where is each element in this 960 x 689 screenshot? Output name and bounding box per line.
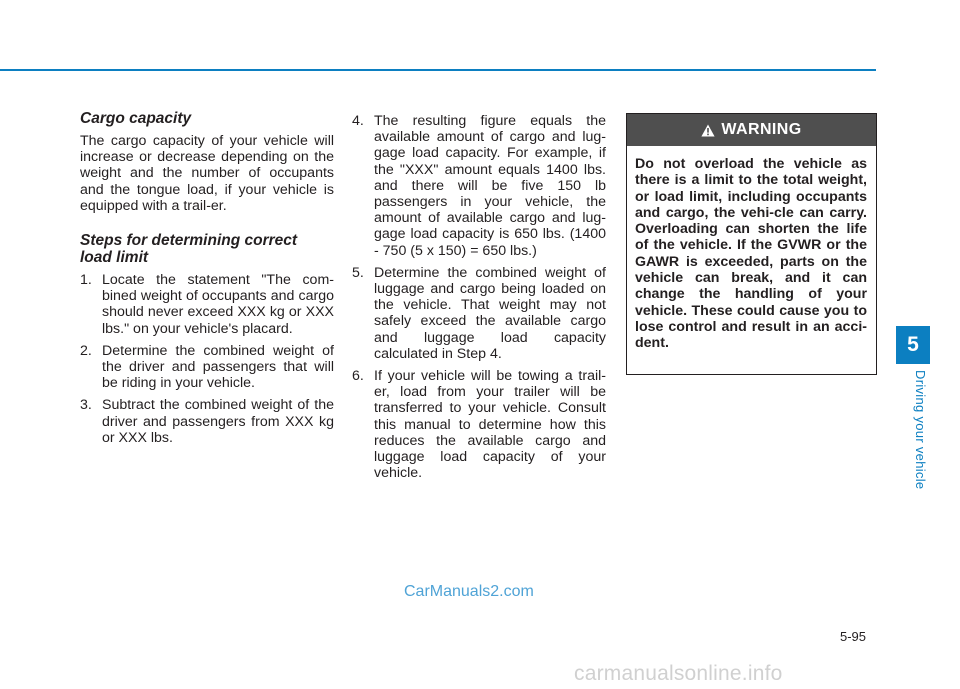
step-number: 5. bbox=[352, 264, 364, 281]
step-item bbox=[352, 113, 606, 259]
step-item bbox=[352, 368, 606, 481]
step-text: Subtract the combined weight of the driver and passengers from XXX kg or XXX lbs. bbox=[102, 397, 334, 446]
step-text: If your vehicle will be towing a trail-er, load from your trailer will be transferred to your vehicle. Consult this manual to determine how this reduces the available cargo and luggage load capacity of your vehicle. bbox=[374, 368, 606, 482]
steps-list-part-2 bbox=[352, 113, 606, 481]
step-text: Determine the combined weight of luggage and cargo being loaded on the vehicle. That weight may not safely exceed the available cargo and luggage load capacity calculated in Step 4. bbox=[374, 264, 606, 362]
warning-box bbox=[626, 113, 877, 375]
step-item bbox=[80, 397, 334, 446]
chapter-title: Driving your vehicle bbox=[913, 370, 928, 490]
warning-title: WARNING bbox=[721, 121, 802, 138]
middle-column bbox=[352, 113, 606, 487]
warning-body: Do not overload the vehicle as there is a limit to the total weight, or load limit, including occupants and cargo, the vehi-cle can carry. Overloading can shorten the life of the vehicle. If the GVWR or the GAWR is exceeded, parts on the vehicle can break, and it can change the handling of your vehicle. These could cause you to lose control and result in an acci-dent. bbox=[635, 156, 867, 352]
step-item bbox=[80, 343, 334, 392]
step-number: 4. bbox=[352, 113, 364, 129]
step-number: 1. bbox=[80, 272, 92, 289]
step-text: Locate the statement "The com-bined weight of occupants and cargo should never exceed XXX kg or XXX lbs." on your vehicle's placard. bbox=[102, 272, 334, 337]
page-number: 5-95 bbox=[840, 629, 867, 644]
steps-heading: Steps for determining correct load limit bbox=[80, 232, 298, 267]
chapter-tab: 5 bbox=[896, 326, 930, 364]
cargo-capacity-paragraph: The cargo capacity of your vehicle will increase or decrease depending on the weight and the number of occupants and the tongue load, if your vehicle is equipped with a trail-er. bbox=[80, 133, 334, 214]
step-number: 2. bbox=[80, 342, 92, 359]
warning-header bbox=[627, 114, 876, 146]
step-item bbox=[352, 265, 606, 362]
watermark-link[interactable]: CarManuals2.com bbox=[404, 583, 534, 600]
left-column bbox=[80, 110, 334, 452]
steps-list-part-1 bbox=[80, 272, 334, 446]
step-item bbox=[80, 272, 334, 337]
cargo-capacity-heading: Cargo capacity bbox=[80, 110, 192, 127]
step-number: 6. bbox=[352, 368, 364, 385]
footer-site-watermark: carmanualsonline.info bbox=[574, 662, 783, 685]
step-number: 3. bbox=[80, 397, 92, 414]
step-text: Determine the combined weight of the driver and passengers that will be riding in your vehicle. bbox=[102, 342, 334, 392]
step-text: The resulting figure equals the available amount of cargo and lug-gage load capacity. For example, if the "XXX" amount equals 1400 lbs. and there will be five 150 lb passengers in your vehicle, the amount of available cargo and lug-gage load capacity is 650 lbs. (1400 - 750 (5 x 150) = 650 lbs.) bbox=[374, 113, 606, 259]
header-rule bbox=[0, 69, 876, 71]
warning-triangle-icon bbox=[701, 124, 715, 137]
